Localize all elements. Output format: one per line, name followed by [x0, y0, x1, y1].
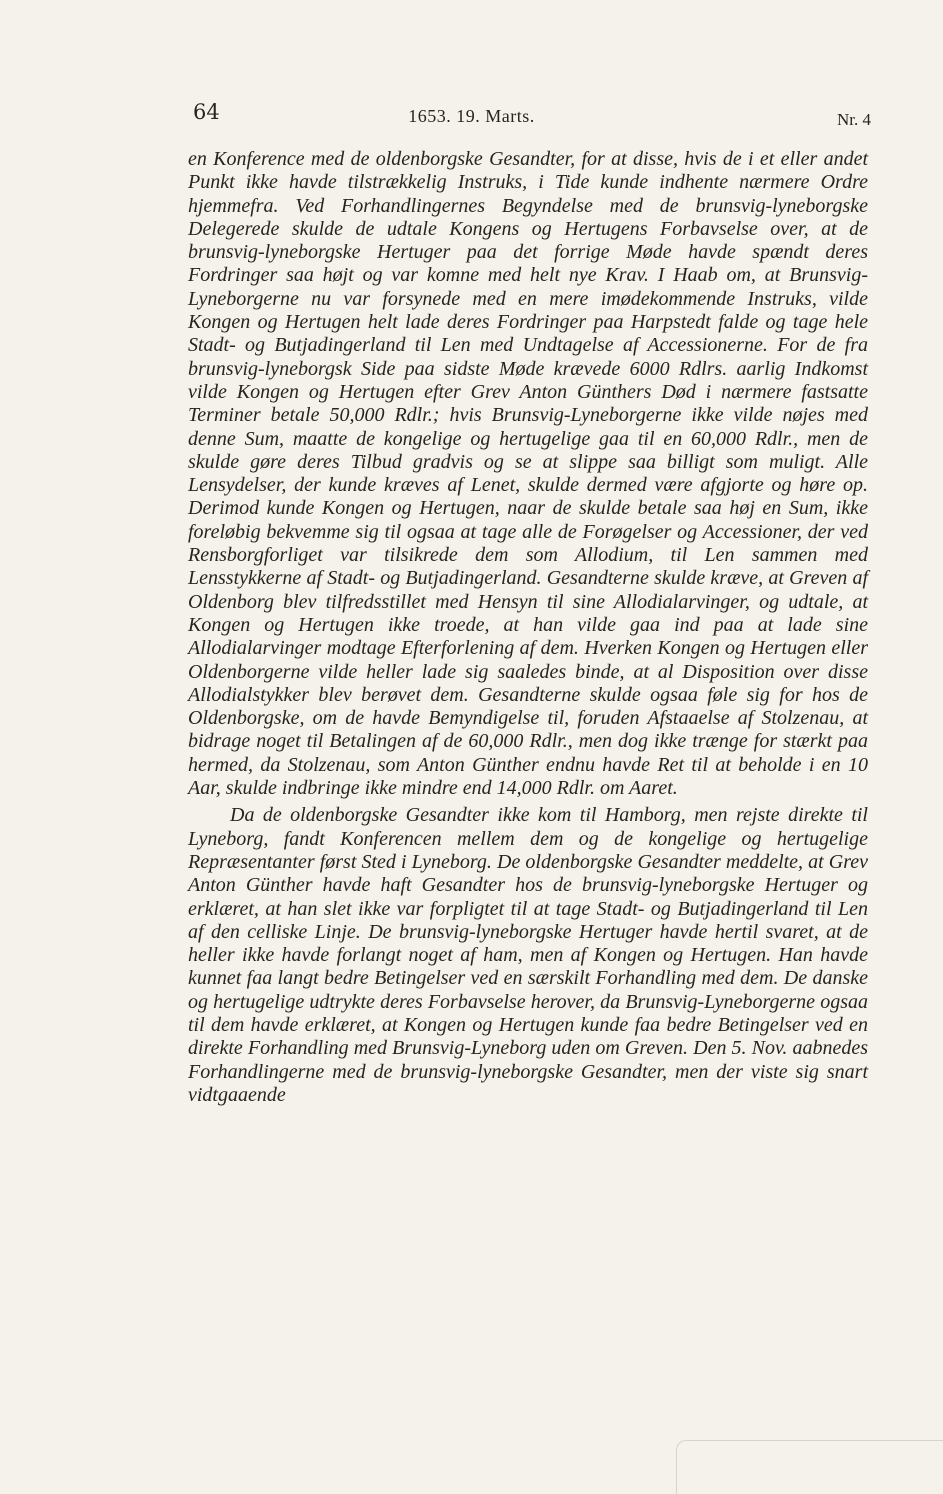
running-title: 1653. 19. Marts.	[408, 106, 535, 126]
document-number: Nr. 4	[837, 110, 871, 129]
paragraph-1: en Konference med de oldenborgske Gesandter, for at disse, hvis de i et eller andet Punkt ikke havde tilstrækkelig Instruks, i Tide kunde indhente nærmere Ordre hjemmefra. Ved Forhandlingernes Begyndelse med de brunsvig-lyneborgske Delegerede skulde de udtale Kongens og Hertugens Forbavselse over, at de brunsvig-lyneborgske Hertuger paa det forrige Møde havde spændt deres Fordringer saa højt og var komne med helt nye Krav. I Haab om, at Brunsvig-Lyneborgerne nu var forsynede med en mere imødekommende Instruks, vilde Kongen og Hertugen helt lade deres Fordringer paa Harpstedt falde og tage hele Stadt- og Butjadingerland til Len med Undtagelse af Accessionerne. For de fra brunsvig-lyneborgsk Side paa sidste Møde krævede 6000 Rdlrs. aarlig Indkomst vilde Kongen og Hertugen efter Grev Anton Günthers Død i nærmere fastsatte Terminer betale 50,000 Rdlr.; hvis Brunsvig-Lyneborgerne ikke vilde nøjes med denne Sum, maatte de kongelige og hertugelige gaa til en 60,000 Rdlr., men de skulde gøre deres Tilbud gradvis og se at slippe saa billigt som muligt. Alle Lensydelser, der kunde kræves af Lenet, skulde dermed være afgjorte og høre op. Derimod kunde Kongen og Hertugen, naar de skulde betale saa høj en Sum, ikke foreløbig bekvemme sig til ogsaa at tage alle de Forøgelser og Accessioner, der ved Rensborgforliget var tilsikrede dem som Allodium, til Len sammen med Lensstykkerne af Stadt- og Butjadingerland. Gesandterne skulde kræve, at Greven af Oldenborg blev tilfredsstillet med Hensyn til sine Allodialarvinger, og udtale, at Kongen og Hertugen ikke troede, at han vilde gaa ind paa at lade sine Allodialarvinger modtage Efterforlening af dem. Hverken Kongen og Hertugen eller Oldenborgerne vilde heller lade sig saaledes binde, at al Disposition over disse Allodialstykker blev berøvet dem. Gesandterne skulde ogsaa føle sig for hos de Oldenborgske, om de havde Bemyndigelse til, foruden Afstaaelse af Stolzenau, at bidrage noget til Betalingen af de 60,000 Rdlr., men dog ikke trænge for stærkt paa hermed, da Stolzenau, som Anton Günther endnu havde Ret til at beholde i en 10 Aar, skulde indbringe ikke mindre end 14,000 Rdlr. om Aaret.	[188, 148, 868, 800]
body-text	[188, 148, 868, 1107]
page-number: 64	[193, 100, 220, 124]
paragraph-2: Da de oldenborgske Gesandter ikke kom til Hamborg, men rejste direkte til Lyneborg, fandt Konferencen mellem dem og de kongelige og hertugelige Repræsentanter først Sted i Lyneborg. De oldenborgske Gesandter meddelte, at Grev Anton Günther havde haft Gesandter hos de brunsvig-lyneborgske Hertuger og erklæret, at han slet ikke var forpligtet til at tage Stadt- og Butjadingerland til Len af den celliske Linje. De brunsvig-lyneborgske Hertuger havde hertil svaret, at de heller ikke havde forlangt noget af ham, men af Kongen og Hertugen. Han havde kunnet faa langt bedre Betingelser ved en særskilt Forhandling med dem. De danske og hertugelige udtrykte deres Forbavselse herover, da Brunsvig-Lyneborgerne ogsaa til dem havde erklæret, at Kongen og Hertugen kunde faa bedre Betingelser ved en direkte Forhandling med Brunsvig-Lyneborg uden om Greven. Den 5. Nov. aabnedes Forhandlingerne med de brunsvig-lyneborgske Gesandter, men der viste sig snart vidtgaaende	[188, 804, 868, 1106]
page-edge-mark	[676, 1440, 943, 1494]
